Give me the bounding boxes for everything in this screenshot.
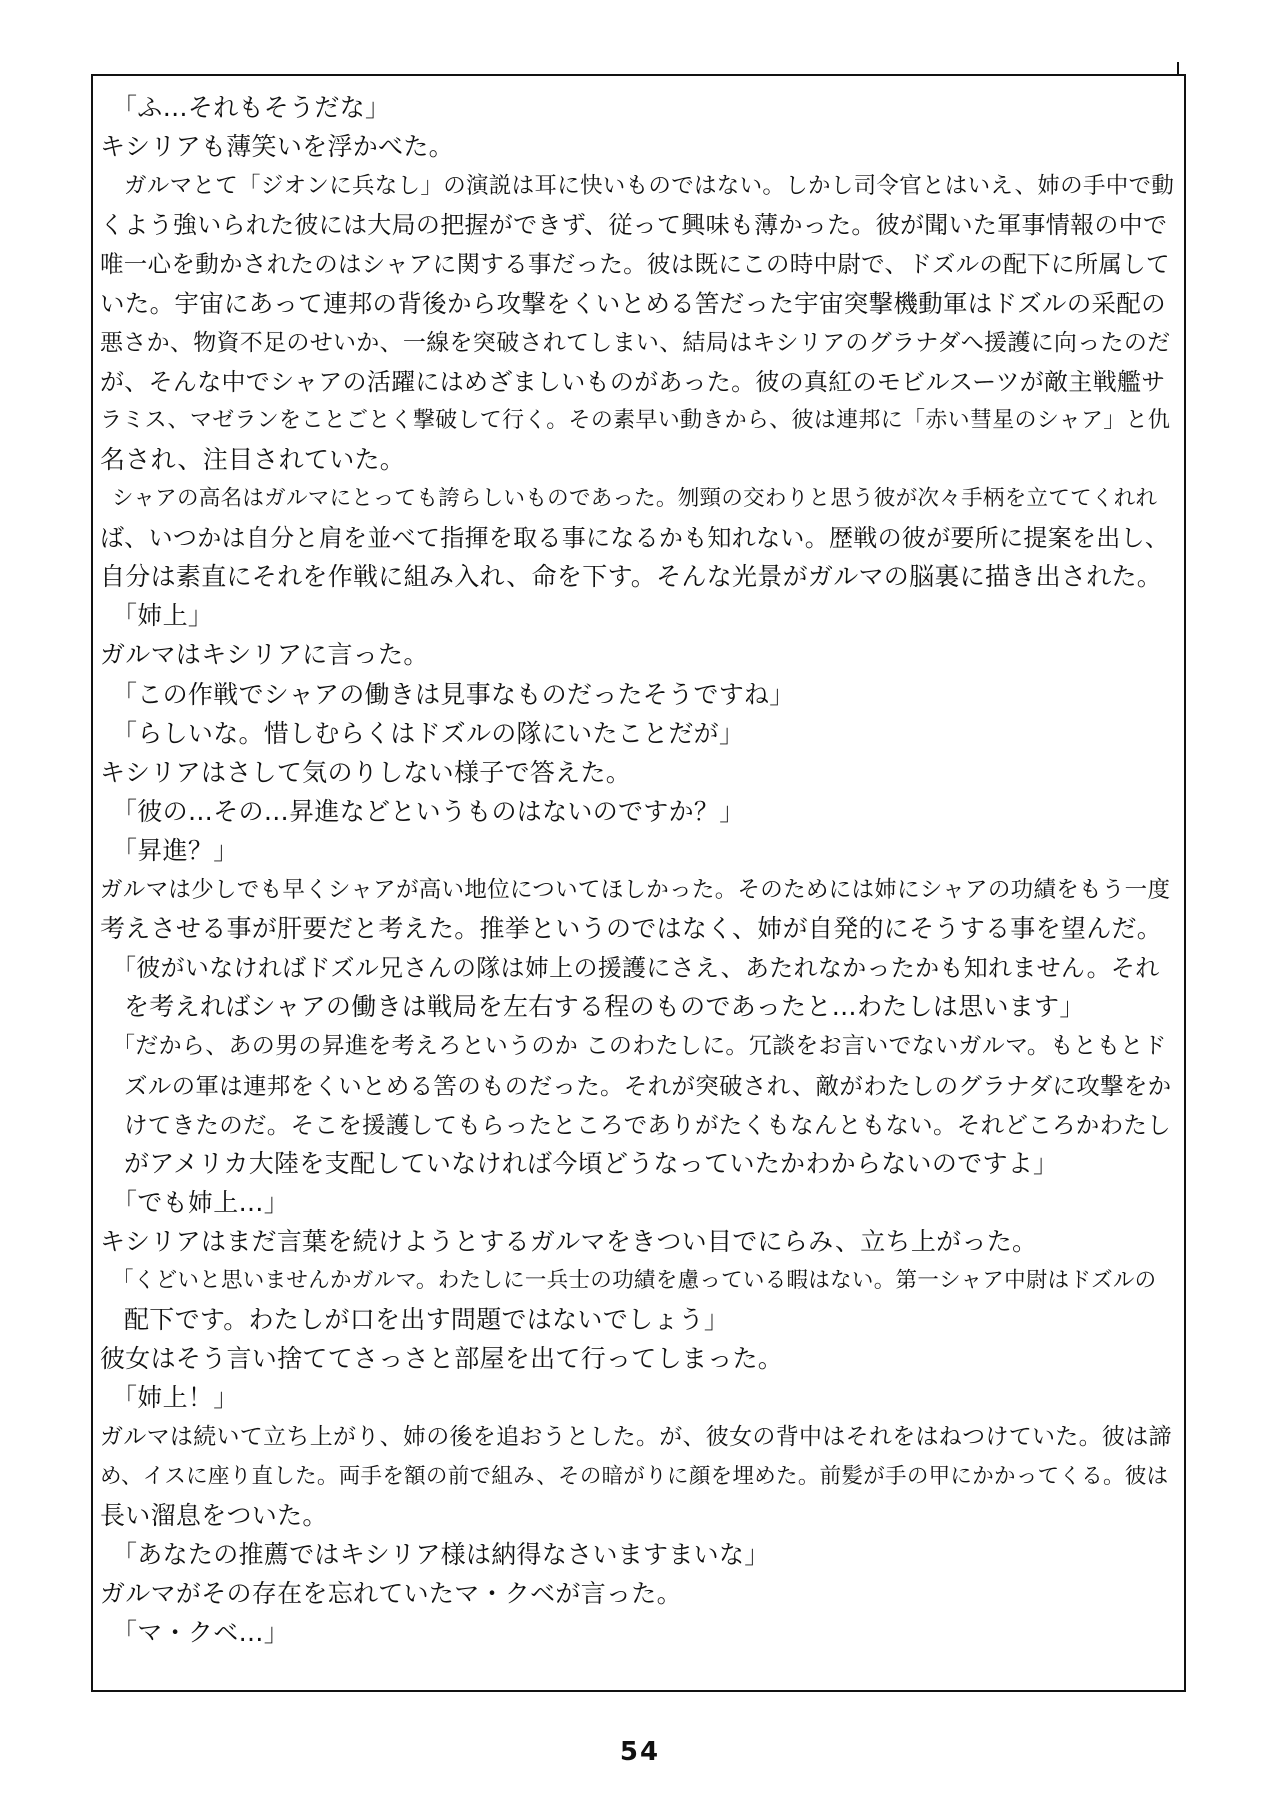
manuscript-text — [100, 84, 1178, 1684]
text-line: シャアの高名はガルマにとっても誇らしいものであった。刎頸の交わりと思う彼が次々手柄を立ててくれれ — [112, 486, 1158, 511]
text-line: 彼女はそう言い捨ててさっさと部屋を出て行ってしまった。 — [100, 1344, 784, 1374]
text-line: め、イスに座り直した。両手を額の前で組み、その暗がりに顔を埋めた。前髪が手の甲にかかってくる。彼は — [100, 1463, 1169, 1489]
page-number: 54 — [619, 1737, 661, 1767]
text-line: 「彼の…その…昇進などというものはないのですか？」 — [112, 796, 745, 826]
text-line: を考えればシャアの働きは戦局を左右する程のものであったと…わたしは思います」 — [124, 992, 1085, 1022]
text-line: ガルマは続いて立ち上がり、姉の後を追おうとした。が、彼女の背中はそれをはねつけていた。彼は諦 — [100, 1424, 1172, 1451]
text-line: 「だから、あの男の昇進を考えろというのか このわたしに。冗談をお言いでないガルマ。もともとド — [112, 1033, 1167, 1060]
text-line: ガルマはキシリアに言った。 — [100, 640, 429, 670]
text-line: ガルマがその存在を忘れていたマ・クベが言った。 — [100, 1578, 682, 1608]
text-line: ラミス、マゼランをことごとく撃破して行く。その素早い動きから、彼は連邦に「赤い彗星のシャア」と仇 — [100, 407, 1171, 433]
text-line: 「この作戦でシャアの働きは見事なものだったそうですね」 — [112, 679, 795, 709]
text-line: 唯一心を動かされたのはシャアに関する事だった。彼は既にこの時中尉で、ドズルの配下に所属して — [100, 250, 1170, 279]
text-line: いた。宇宙にあって連邦の背後から攻撃をくいとめる筈だった宇宙突撃機動軍はドズルの采配の — [100, 288, 1166, 318]
text-line: 「らしいな。惜しむらくはドズルの隊にいたことだが」 — [112, 718, 745, 748]
text-line: 悪さか、物資不足のせいか、一線を突破されてしまい、結局はキシリアのグラナダへ援護に向ったのだ — [100, 329, 1171, 356]
text-line: 「マ・クベ…」 — [112, 1617, 290, 1647]
text-line: がアメリカ大陸を支配していなければ今頃どうなっていたかわからないのですよ」 — [124, 1148, 1059, 1178]
text-line: キシリアはまだ言葉を続けようとするガルマをきつい目でにらみ、立ち上がった。 — [100, 1226, 1038, 1256]
text-line: 「彼がいなければドズル兄さんの隊は姉上の援護にさえ、あたれなかったかも知れません。それ — [112, 954, 1160, 983]
text-line: くよう強いられた彼には大局の把握ができず、従って興味も薄かった。彼が聞いた軍事情報の中で — [100, 211, 1168, 240]
text-line: が、そんな中でシャアの活躍にはめざましいものがあった。彼の真紅のモビルスーツが敵主戦艦サ — [100, 367, 1166, 396]
text-line: けてきたのだ。そこを援護してもらったところでありがたくもなんともない。それどころかわたし — [124, 1110, 1171, 1139]
text-line: 「昇進？」 — [112, 835, 239, 865]
text-line: 考えさせる事が肝要だと考えた。推挙というのではなく、姉が自発的にそうする事を望んだ。 — [100, 914, 1163, 944]
text-line: ば、いつかは自分と肩を並べて指揮を取る事になるかも知れない。歴戦の彼が要所に提案を出し、 — [100, 524, 1170, 553]
text-line: 自分は素直にそれを作戦に組み入れ、命を下す。そんな光景がガルマの脳裏に描き出された。 — [100, 562, 1163, 592]
text-line: キシリアはさして気のりしない様子で答えた。 — [100, 757, 632, 787]
text-line: キシリアも薄笑いを浮かべた。 — [100, 132, 454, 162]
text-line: 「あなたの推薦ではキシリア様は納得なさいますまいな」 — [112, 1539, 770, 1569]
text-line: ズルの軍は連邦をくいとめる筈のものだった。それが突破され、敵がわたしのグラナダに攻撃をか — [124, 1071, 1172, 1100]
text-line: 「でも姉上…」 — [112, 1187, 290, 1217]
text-line: 長い溜息をついた。 — [100, 1500, 328, 1530]
text-line: 「姉上」 — [112, 601, 214, 631]
text-line: 名され、注目されていた。 — [100, 444, 406, 474]
text-line: ガルマとて「ジオンに兵なし」の演説は耳に快いものではない。しかし司令官とはいえ、姉の手中で動 — [124, 173, 1175, 200]
text-line: 「くどいと思いませんかガルマ。わたしに一兵士の功績を慮っている暇はない。第一シャア中尉はドズルの — [112, 1268, 1157, 1293]
text-line: 「ふ…それもそうだな」 — [112, 93, 391, 122]
text-line: 配下です。わたしが口を出す問題ではないでしょう」 — [124, 1305, 730, 1335]
text-line: ガルマは少しでも早くシャアが高い地位についてほしかった。そのためには姉にシャアの功績をもう一度 — [100, 877, 1171, 903]
text-line: 「姉上！」 — [112, 1383, 239, 1413]
